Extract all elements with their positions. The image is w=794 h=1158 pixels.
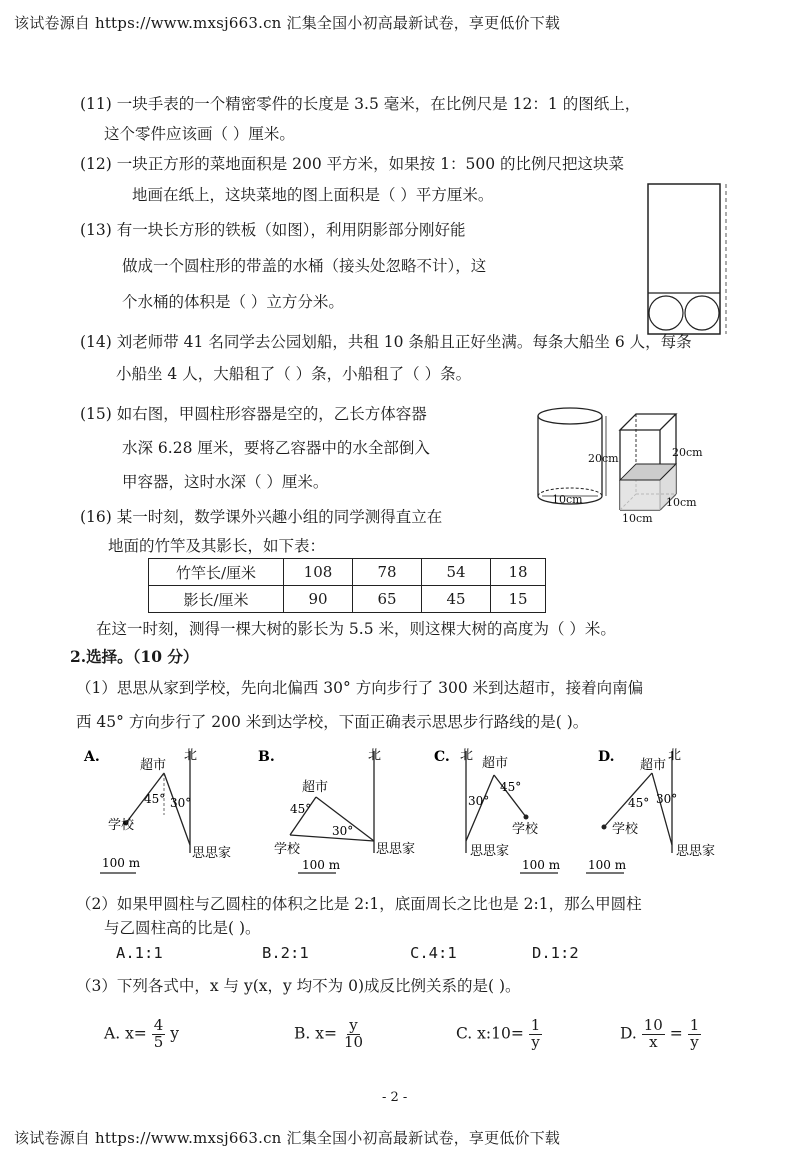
q16-line2: 地面的竹竿及其影长，如下表： [108, 537, 326, 555]
s2q3-option-c [456, 1018, 542, 1051]
q13-line1: (13) 有一块长方形的铁板（如图），利用阴影部分刚好能 [80, 221, 466, 239]
s2q3-option-a [104, 1018, 179, 1051]
option-letter: B. [294, 1024, 311, 1043]
page-number: - 2 - [382, 1090, 408, 1105]
svg-text:超市: 超市 [482, 756, 509, 771]
svg-text:超市: 超市 [302, 780, 329, 795]
svg-text:北: 北 [460, 748, 474, 763]
s2q2-line1: （2）如果甲圆柱与乙圆柱的体积之比是 2:1，底面周长之比也是 2:1，那么甲圆柱 [76, 895, 642, 913]
svg-text:学校: 学校 [512, 822, 539, 837]
table-cell: 78 [353, 559, 422, 586]
table-cell: 竹竿长/厘米 [149, 559, 284, 586]
q12-line2: 地画在纸上，这块菜地的图上面积是（ ）平方厘米。 [132, 186, 494, 204]
fraction: $\frac{4}{5}$ [153, 1016, 164, 1051]
box-height-label: 20cm [672, 446, 703, 459]
s2q1-line1: （1）思思从家到学校，先向北偏西 30° 方向步行了 300 米到达超市，接着向南偏 [76, 679, 644, 697]
svg-text:100 m: 100 m [522, 858, 561, 872]
svg-text:45°: 45° [144, 792, 166, 806]
iron-plate-figure [642, 180, 732, 340]
fraction: $\frac{1}{y}$ [689, 1016, 700, 1051]
box-width-label: 10cm [666, 496, 697, 509]
svg-text:100 m: 100 m [302, 858, 341, 872]
svg-text:超市: 超市 [640, 758, 667, 773]
q16-line1: (16) 某一时刻，数学课外兴趣小组的同学测得直立在 [80, 508, 443, 526]
q12-line1: (12) 一块正方形的菜地面积是 200 平方米，如果按 1：500 的比例尺把这块菜 [80, 155, 624, 173]
top-banner: 该试卷源自 https://www.mxsj663.cn 汇集全国小初高最新试卷，享更低价下载 [14, 14, 561, 32]
q15-line1: (15) 如右图，甲圆柱形容器是空的，乙长方体容器 [80, 405, 427, 423]
svg-text:学校: 学校 [612, 822, 639, 837]
bottom-banner: 该试卷源自 https://www.mxsj663.cn 汇集全国小初高最新试卷，享更低价下载 [14, 1129, 561, 1147]
shadow-table [148, 558, 546, 613]
svg-text:45°: 45° [500, 780, 522, 794]
table-cell: 108 [284, 559, 353, 586]
s2q3-option-d [620, 1018, 701, 1051]
q13-line2: 做成一个圆柱形的带盖的水桶（接头处忽略不计），这 [122, 257, 487, 275]
s2q3-line1: （3）下列各式中，x 与 y(x，y 均不为 0)成反比例关系的是( )。 [76, 977, 521, 995]
option-letter: A. [104, 1024, 121, 1043]
q15-line3: 甲容器，这时水深（ ）厘米。 [122, 473, 329, 491]
svg-text:45°: 45° [628, 796, 650, 810]
svg-text:30°: 30° [170, 796, 192, 810]
table-cell: 45 [422, 586, 491, 613]
svg-text:思思家: 思思家 [676, 844, 716, 859]
q11-line1: (11) 一块手表的一个精密零件的长度是 3.5 毫米，在比例尺是 12：1 的图纸上， [80, 95, 641, 113]
svg-text:北: 北 [184, 748, 198, 763]
svg-text:C.: C. [434, 749, 450, 765]
q11-line2: 这个零件应该画（ ）厘米。 [104, 125, 295, 143]
box-depth-label: 10cm [622, 512, 653, 525]
route-options-diagram [80, 745, 740, 880]
svg-text:30°: 30° [332, 824, 354, 838]
svg-text:100 m: 100 m [102, 856, 141, 870]
s2q2-option-c: C.4:1 [410, 944, 457, 962]
svg-text:30°: 30° [468, 794, 490, 808]
option-letter: C. [456, 1024, 473, 1043]
svg-text:思思家: 思思家 [192, 846, 232, 861]
svg-text:超市: 超市 [140, 758, 167, 773]
svg-text:思思家: 思思家 [376, 842, 416, 857]
expr-lhs: x= [125, 1024, 147, 1043]
table-cell: 18 [491, 559, 546, 586]
table-row [149, 586, 546, 613]
svg-text:A.: A. [84, 749, 100, 765]
option-c [434, 748, 561, 873]
q14-line2: 小船坐 4 人，大船租了（ ）条，小船租了（ ）条。 [116, 365, 472, 383]
svg-text:B.: B. [258, 749, 275, 765]
q13-line3: 个水桶的体积是（ ）立方分米。 [122, 293, 344, 311]
table-cell: 90 [284, 586, 353, 613]
svg-text:45°: 45° [290, 802, 312, 816]
q16-line3: 在这一时刻，测得一棵大树的影长为 5.5 米，则这棵大树的高度为（ ）米。 [96, 620, 616, 638]
q15-line2: 水深 6.28 厘米，要将乙容器中的水全部倒入 [122, 439, 430, 457]
fraction: $\frac{y}{10}$ [343, 1016, 364, 1051]
s2q2-option-b: B.2:1 [262, 944, 309, 962]
expr-tail: y [170, 1024, 179, 1043]
svg-text:北: 北 [368, 748, 382, 763]
svg-text:思思家: 思思家 [470, 844, 510, 859]
s2q2-line2: 与乙圆柱高的比是( )。 [104, 919, 261, 937]
section2-title: 2.选择。（10 分） [70, 647, 199, 666]
cyl-height-label: 20cm [588, 452, 619, 465]
s2q1-line2: 西 45° 方向步行了 200 米到达学校，下面正确表示思思步行路线的是( )。 [76, 713, 589, 731]
svg-text:北: 北 [668, 748, 682, 763]
fraction: $\frac{10}{x}$ [643, 1016, 663, 1051]
table-cell: 影长/厘米 [149, 586, 284, 613]
table-cell: 54 [422, 559, 491, 586]
option-letter: D. [620, 1024, 637, 1043]
containers-figure [520, 400, 720, 530]
s2q2-option-d: D.1:2 [532, 944, 579, 962]
s2q2-option-a: A.1:1 [116, 944, 163, 962]
option-d [586, 748, 715, 873]
option-b [258, 748, 415, 873]
table-cell: 65 [353, 586, 422, 613]
equals-sign: = [669, 1024, 683, 1043]
svg-text:30°: 30° [656, 792, 678, 806]
expr-lhs: x:10= [477, 1024, 524, 1043]
svg-text:学校: 学校 [108, 818, 135, 833]
option-a [83, 748, 231, 873]
cyl-diameter-label: 10cm [552, 493, 583, 506]
s2q3-option-b [294, 1018, 365, 1051]
table-row [149, 559, 546, 586]
fraction: $\frac{1}{y}$ [530, 1016, 541, 1051]
svg-text:D.: D. [598, 749, 615, 765]
expr-lhs: x= [315, 1024, 337, 1043]
svg-text:学校: 学校 [274, 842, 301, 857]
q14-line1: (14) 刘老师带 41 名同学去公园划船，共租 10 条船且正好坐满。每条大船坐 6 人，每条 [80, 333, 692, 351]
table-cell: 15 [491, 586, 546, 613]
svg-text:100 m: 100 m [588, 858, 627, 872]
